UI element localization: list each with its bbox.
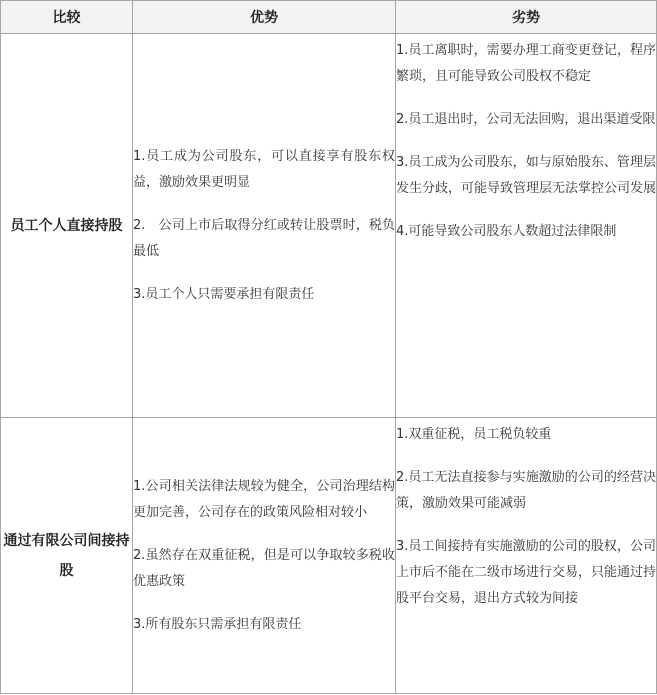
header-row (1, 1, 657, 34)
advantage-item: 3.员工个人只需要承担有限责任 (133, 286, 315, 302)
table-row (1, 418, 657, 694)
advantages-cell (133, 418, 396, 694)
disadvantage-item: 3.员工成为公司股东，如与原始股东、管理层发生分歧，可能导致管理层无法掌控公司发展 (396, 155, 657, 196)
row-label: 员工个人直接持股 (1, 34, 133, 418)
table-row (1, 34, 657, 418)
advantage-item: 3.所有股东只需承担有限责任 (133, 616, 302, 632)
advantage-item: 2.虽然存在双重征税，但是可以争取较多税收优惠政策 (133, 547, 395, 589)
disadvantage-item: 4.可能导致公司股东人数超过法律限制 (396, 224, 617, 239)
disadvantage-item: 2.员工退出时，公司无法回购，退出渠道受限 (396, 112, 656, 127)
disadvantage-item: 1.员工离职时，需要办理工商变更登记，程序繁琐，且可能导致公司股权不稳定 (396, 43, 656, 84)
advantages-cell (133, 34, 396, 418)
header-compare: 比较 (1, 1, 133, 34)
disadvantages-cell (396, 34, 657, 418)
disadvantage-item: 3.员工间接持有实施激励的公司的股权，公司上市后不能在二级市场进行交易，只能通过持股平台交易，退出方式较为间接 (396, 539, 657, 606)
advantage-item: 1.公司相关法律法规较为健全，公司治理结构更加完善，公司存在的政策风险相对较小 (133, 478, 395, 520)
advantage-item: 1.员工成为公司股东，可以直接享有股东权益，激励效果更明显 (133, 148, 395, 190)
header-advantages: 优势 (133, 1, 396, 34)
header-disadvantages: 劣势 (396, 1, 657, 34)
row-label: 通过有限公司间接持股 (1, 418, 133, 694)
disadvantage-item: 1.双重征税，员工税负较重 (396, 427, 552, 442)
advantage-item: 2. 公司上市后取得分红或转让股票时，税负最低 (133, 217, 395, 259)
disadvantages-cell (396, 418, 657, 694)
disadvantage-item: 2.员工无法直接参与实施激励的公司的经营决策，激励效果可能减弱 (396, 470, 656, 511)
